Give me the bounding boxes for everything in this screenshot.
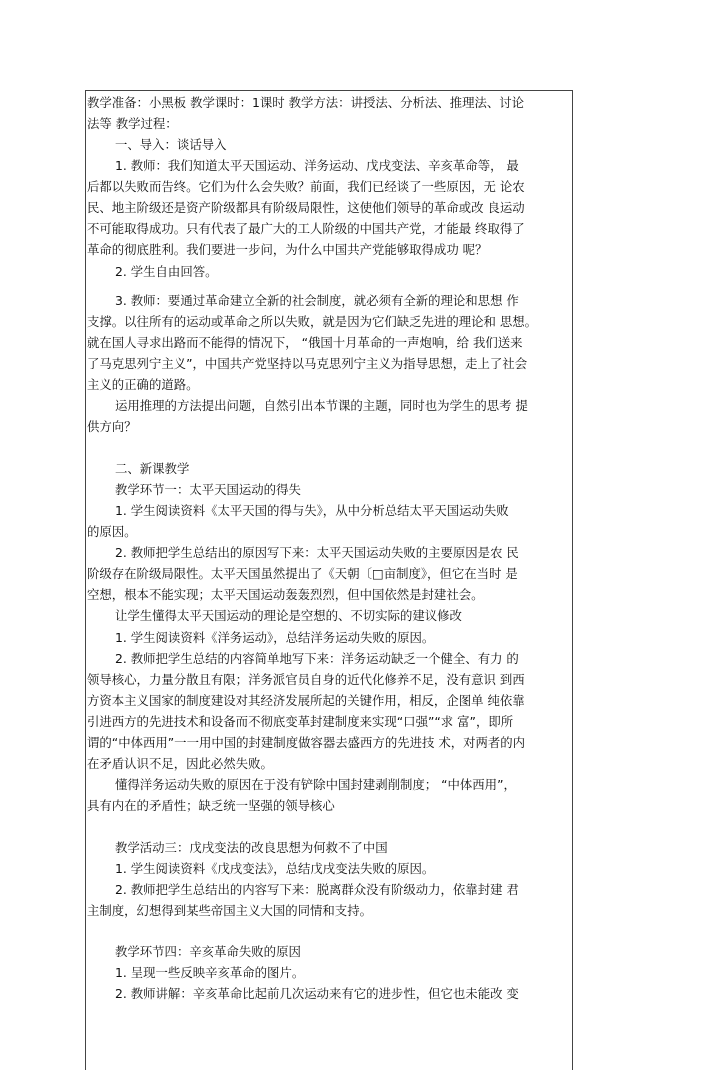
text-line: 2. 教师把学生总结出的原因写下来：太平天国运动失败的主要原因是农 民 (115, 545, 519, 560)
text-line: 主义的正确的道路。 (87, 377, 199, 392)
text-line: 让学生懂得太平天国运动的理论是空想的、不切实际的建议修改 (115, 608, 462, 623)
text-line: 不可能取得成功。只有代表了最广大的工人阶级的中国共产党，才能最 终取得了 (87, 221, 525, 236)
text-line: 1. 学生阅读资料《洋务运动》，总结洋务运动失败的原因。 (115, 630, 435, 645)
text-line: 了马克思列宁主义”，中国共产党坚持以马克思列宁主义为指导思想，走上了社会 (87, 356, 528, 371)
text-line: 具有内在的矛盾性；缺乏统一坚强的领导核心 (87, 798, 335, 813)
text-line: 2. 教师把学生总结出的内容写下来：脱离群众没有阶级动力，依靠封建 君 (115, 882, 519, 897)
text-line: 的原因。 (87, 524, 137, 539)
text-line: 就在国人寻求出路而不能得的情况下， “俄国十月革命的一声炮响，给 我们送来 (87, 335, 523, 350)
text-line: 教学准备：小黑板 教学课时：1课时 教学方法：讲授法、分析法、推理法、讨论 (87, 95, 525, 110)
text-line: 在矛盾认识不足，因此必然失败。 (87, 756, 273, 771)
text-line: 谓的“中体西用”一一用中国的封建制度做容器去盛西方的先进技 术，对两者的内 (87, 735, 526, 750)
text-line: 后都以失败而告终。它们为什么会失败？前面，我们已经谈了一些原因，无 论农 (87, 179, 525, 194)
text-line: 2. 学生自由回答。 (115, 264, 218, 279)
text-line: 懂得洋务运动失败的原因在于没有铲除中国封建剥削制度； “中体西用”， (115, 777, 516, 792)
text-line: 2. 教师讲解：辛亥革命比起前几次运动来有它的进步性，但它也未能改 变 (115, 986, 519, 1001)
text-line: 引进西方的先进技术和设备而不彻底变革封建制度来实现“口强”“求 富”，即所 (87, 714, 514, 729)
text-line: 阶级存在阶级局限性。太平天国虽然提出了《天朝〔□亩制度》，但它在当时 是 (87, 566, 518, 581)
text-line: 1. 教师：我们知道太平天国运动、洋务运动、戊戌变法、辛亥革命等， 最 (115, 158, 519, 173)
text-line: 1. 呈现一些反映辛亥革命的图片。 (115, 965, 305, 980)
text-line: 革命的彻底胜利。我们要进一步问，为什么中国共产党能够取得成功 呢？ (87, 242, 488, 257)
text-line: 主制度，幻想得到某些帝国主义大国的同情和支持。 (87, 903, 372, 918)
text-line: 1. 学生阅读资料《戊戌变法》，总结戊戌变法失败的原因。 (115, 861, 435, 876)
section-heading: 一、导入：谈话导入 (115, 137, 227, 152)
text-line: 运用推理的方法提出问题，自然引出本节课的主题，同时也为学生的思考 提 (115, 398, 528, 413)
text-line: 供方向？ (87, 419, 137, 434)
text-line: 民、地主阶级还是资产阶级都具有阶级局限性，这使他们领导的革命或改 良运动 (87, 200, 525, 215)
section-heading: 二、新课教学 (115, 461, 190, 476)
text-line: 法等 教学过程： (87, 116, 178, 131)
text-line: 领导核心，力量分散且有限；洋务派官员自身的近代化修养不足，没有意识 到西 (87, 672, 525, 687)
subsection-heading: 教学环节四：辛亥革命失败的原因 (115, 944, 301, 959)
text-line: 支撑。以往所有的运动或革命之所以失败，就是因为它们缺乏先进的理论和 思想。 (87, 314, 538, 329)
text-line: 1. 学生阅读资料《太平天国的得与失》，从中分析总结太平天国运动失败 (115, 503, 509, 518)
text-line: 空想，根本不能实现；太平天国运动轰轰烈烈，但中国依然是封建社会。 (87, 587, 484, 602)
text-line: 2. 教师把学生总结的内容简单地写下来：洋务运动缺乏一个健全、有力 的 (115, 651, 519, 666)
subsection-heading: 教学活动三：戊戌变法的改良思想为何救不了中国 (115, 840, 388, 855)
text-line: 3. 教师：要通过革命建立全新的社会制度，就必须有全新的理论和思想 作 (115, 293, 519, 308)
text-line: 方资本主义国家的制度建设对其经济发展所起的关键作用，相反，企图单 纯依靠 (87, 693, 525, 708)
subsection-heading: 教学环节一：太平天国运动的得失 (115, 482, 301, 497)
